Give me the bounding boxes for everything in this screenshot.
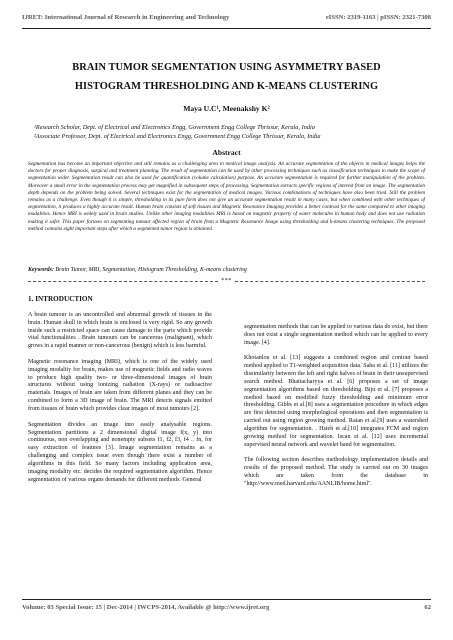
paragraph: Segmentation divides an image into easily analysable regions. Segmentation partitions a 2 dimensional digital image f(x, y) into continuous, non overlapping and nonempty subsets f1, f2, f3, f4 .. fn, for easy extraction of features [3]. Image segmentation remains as a challenging and complex issue even though there exist a number of algorithms in this field. So many factors including application area, imaging modality etc. decides the required segmentation algorithm. Hence segmentation of various organs demands for different methods. General xyxy=(28,421,212,483)
title-line-1: BRAIN TUMOR SEGMENTATION USING ASYMMETRY BASED xyxy=(72,62,381,73)
paragraph: Khotanlou et al. [13] suggests a combined region and contour based method applied to T1-weighted acquisition data. Saha et al. [11] utilizes the dissimilarity between the left and right halves of brain in their unsupervised search method. Bhattacharyya et al. [6] proposes a set of image segmentation algorithms based on thresholding. Biju et al. [7] proposes a method based on modified fuzzy thresholding and minimum error thresholding. Gibbs et al.[8] uses a segmentation procedure in which edges are first detected using morphological operations and then segmentation is carried out using region growing method. Ratan et al.[9] uses a watershed algorithm for segmentation. . Hsieh et al.[10] integrates FCM and region growing method for segmentation. Iscan et al. [12] uses incremental supervised neural network and wavelet band for segmentation. xyxy=(244,355,428,448)
section-heading-introduction: 1. INTRODUCTION xyxy=(28,295,93,303)
abstract-text: Segmentation has become an important objective and still remains as a challenging area in medical image analysis. An accurate segmentation of the objects in medical images helps the doctors for proper diagnosis, surgical and treatment planning. The result of segmentation can be used by other processing techniques such as classification techniques to make the scope of segmentation wider. Segmentation result can also be used for quantification (volume calculation) purpose. An accurate segmentation is required for further manipulation of the problem. Moreover a small error in the segmentation process may get magnified in subsequent steps of processing. Segmentation extracts specific regions of interest from an image. The segmentation depth depends on the problem being solved. Several techniques exist for the segmentation of medical images. Various combinations of techniques have also been tried. Still the problem remains as a challenge. Even though it is simple, thresholding in its pure form does not give an accurate segmentation result in many cases, but when combined with other techniques of segmentation, it produces a highly accurate result. Human brain consists of soft tissues and Magnetic Resonance Imaging provides a better contrast for the same compared to other imaging modalities. Hence MRI is widely used in brain studies. Unlike other imaging modalities MRI is based on magnetic property of water molecules in human body and does not use radiation making it safer. This paper focuses on segmenting tumour affected region of brain from a Magnetic Resonance Image using thresholding and k-means clustering techniques. The proposed method contains eight important steps after which a segmented tumor region is obtained. xyxy=(28,161,425,232)
section-separator xyxy=(28,278,425,284)
page-number: 62 xyxy=(424,604,431,611)
affiliation-1: ¹Research Scholar, Dept. of Electrical and Electronics Engg, Government Engg College Thrissur, Kerala, India xyxy=(34,124,315,131)
abstract-heading: Abstract xyxy=(212,148,241,157)
keywords xyxy=(28,266,425,274)
running-footer xyxy=(22,604,431,611)
separator-stars: *** xyxy=(221,278,232,284)
column-left xyxy=(28,296,212,492)
paragraph: Magnetic resonance imaging (MRI), which is one of the widely used imaging modality for brain, makes use of magnetic fields and radio waves to produce high quality two- or three-dimensional images of brain structures without using ionizing radiation (X-rays) or radioactive materials. Images of brain are taken from different planes and they can be combined to form a 3D image of brain. The MRI detects signals emitted from tissues of brain which provides clear images of most tumours [2]. xyxy=(28,358,212,412)
authors: Maya U.C¹, Meenakshy K² xyxy=(183,104,270,113)
title-line-2: HISTOGRAM THRESHOLDING AND K-MEANS CLUSTERING xyxy=(74,81,379,92)
volume-info: Volume: 03 Special Issue: 15 | Dec-2014 | IWCPS-2014, Available @ http://www.ijret.org xyxy=(22,604,270,611)
paragraph: The following section describes methodology implementation details and results of the proposed method. The study is carried out on 30 images which are taken from the database in "http://www.med.harvard.edu/AANLIB/home.html". xyxy=(244,457,428,487)
affiliations xyxy=(34,123,433,141)
running-header xyxy=(22,14,431,21)
journal-name: IJRET: International Journal of Research in Engineering and Technology xyxy=(22,14,230,21)
paragraph: A brain tumour is an uncontrolled and abnormal growth of tissues in the brain. Human skull in which brain is enclosed is very rigid. So any growth inside such a restricted space can cause damage to the parts which provide vital functionalities . Brain tumours can be cancerous (malignant), which grows in a rapid manner or non-cancerous (benign) which is less harmful. xyxy=(28,311,212,350)
separator-dash-right xyxy=(235,281,425,282)
issn: eISSN: 2319-1163 | pISSN: 2321-7308 xyxy=(325,14,431,21)
paragraph: segmentation methods that can be applied to various data do exist, but there does not exist a single segmentation method which can be applied to every image. [4]. xyxy=(244,324,428,346)
column-right xyxy=(244,324,428,497)
keywords-label: Keywords: xyxy=(28,267,54,273)
affiliation-2: ²Associate Professor, Dept. of Electrical and Electronics Engg, Government Engg College Thrissur, Kerala, India xyxy=(34,133,321,140)
keywords-text: Brain Tumor, MRI, Segmentation, Histogram Thresholding, K-means clustering xyxy=(55,267,247,273)
header-rule xyxy=(22,28,431,29)
paper-title xyxy=(20,58,433,96)
separator-dash-left xyxy=(28,281,218,282)
footer-rule xyxy=(22,599,431,600)
